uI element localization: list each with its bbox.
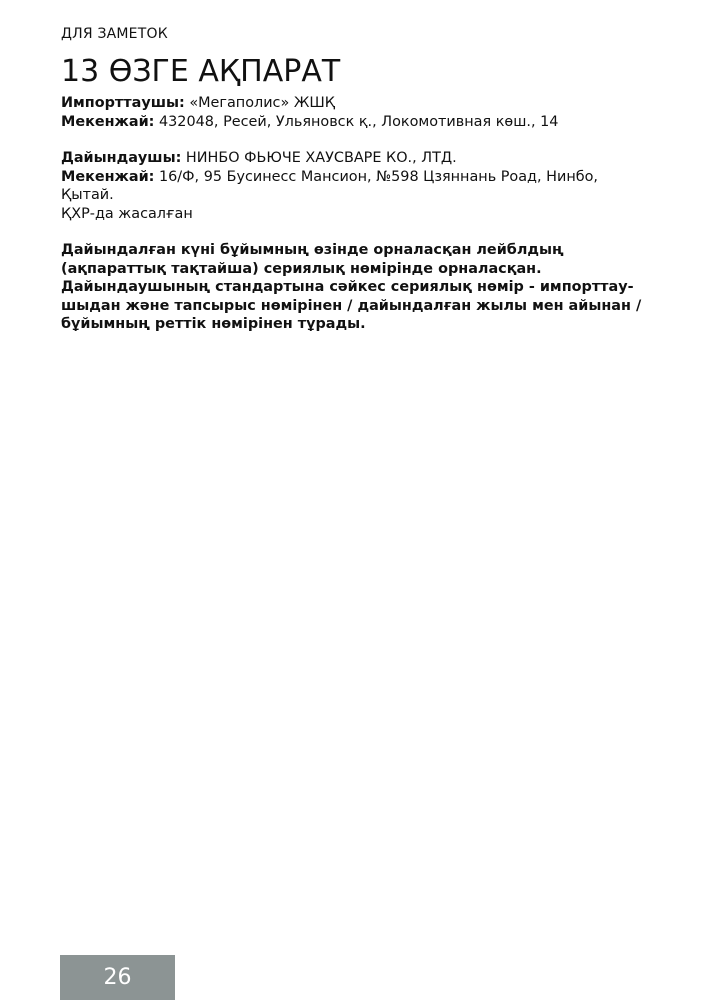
page-number-box	[60, 955, 175, 1000]
importer-block	[61, 94, 653, 131]
importer-address-label: Мекенжай:	[61, 113, 155, 130]
manufacturer-line	[61, 149, 653, 168]
manufacturer-block	[61, 149, 653, 223]
production-date-text: Дайындалған күні бұйымның өзінде орналасқан лейблдың (ақпараттық тақтайша) сериялық нөмірінде орналасқан. Дайындаушының стандартына сәйкес сериялық нөмір - импорттау-шыдан және тапсырыс нөмірінен / дайындалған жылы мен айынан / бұйымның реттік нөмірінен тұрады.	[61, 242, 642, 332]
header-note: ДЛЯ ЗАМЕТОК	[61, 26, 168, 42]
section-title: 13 ӨЗГЕ АҚПАРАТ	[61, 54, 341, 89]
importer-line	[61, 94, 653, 113]
importer-address-value: 432048, Ресей, Ульяновск қ., Локомотивная көш., 14	[154, 113, 559, 130]
manufacturer-address-line	[61, 168, 653, 205]
manufacturer-address-label: Мекенжай:	[61, 168, 155, 185]
manufacturer-label: Дайындаушы:	[61, 150, 182, 166]
page-number: 26	[103, 965, 132, 990]
manufacturer-address-value: 16/Ф, 95 Бусинесс Мансион, №598 Цзяннань Роад, Нинбо, Қытай.	[61, 168, 598, 203]
manufacturer-value: НИНБО ФЬЮЧЕ ХАУСВАРЕ КО., ЛТД.	[181, 150, 457, 166]
importer-value: «Мегаполис» ЖШҚ	[184, 95, 335, 111]
importer-label: Импорттаушы:	[61, 95, 185, 111]
origin-line: ҚХР-да жасалған	[61, 205, 193, 222]
importer-address-line	[61, 113, 653, 132]
production-date-block	[61, 241, 653, 334]
